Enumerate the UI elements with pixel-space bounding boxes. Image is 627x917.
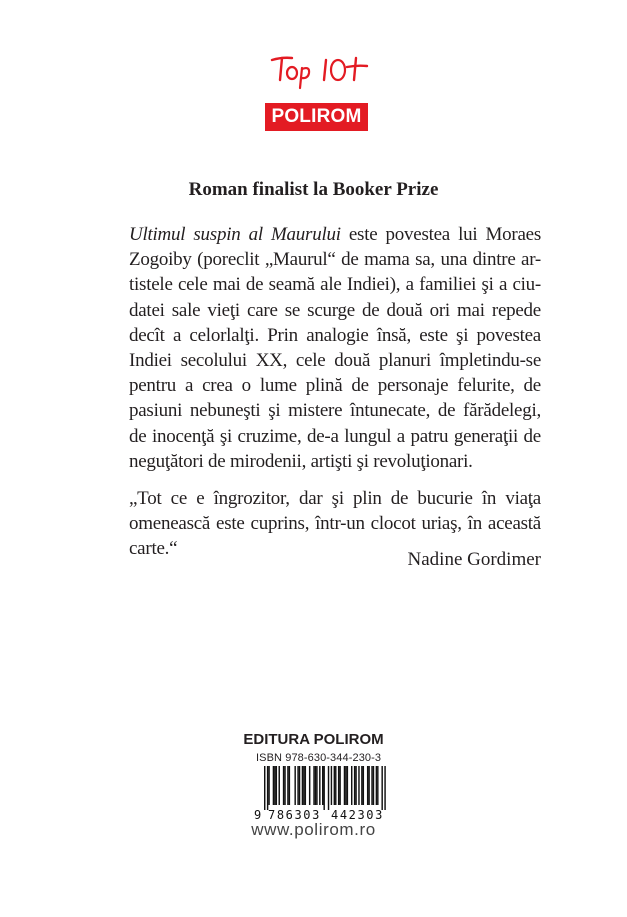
barcode-bar: [347, 766, 348, 805]
barcode-bar: [264, 766, 265, 810]
barcode-bar: [289, 766, 290, 805]
barcode-bar: [371, 766, 372, 805]
blurb-line: de inocenţă şi cruzime, de-a lungul a patru generaţii de: [129, 425, 541, 447]
quote-line: carte.“: [129, 538, 178, 560]
barcode-bar: [299, 766, 300, 805]
barcode-bar: [303, 766, 304, 805]
barcode-digits: 442303: [331, 808, 384, 822]
barcode-bar: [367, 766, 368, 805]
blurb-text: este povestea lui Moraes: [340, 224, 541, 245]
barcode-bar: [276, 766, 277, 805]
barcode-bar: [354, 766, 355, 805]
isbn-barcode: [252, 752, 398, 822]
barcode-bar: [381, 766, 382, 810]
barcode-bar: [328, 766, 329, 810]
barcode-bar: [316, 766, 317, 805]
barcode-bar: [283, 766, 284, 805]
publisher-badge: POLIROM: [265, 103, 368, 131]
barcode-bar: [294, 766, 295, 805]
barcode-bar: [363, 766, 364, 805]
barcode-bar: [302, 766, 303, 805]
book-blurb: [129, 222, 541, 474]
barcode-bar: [384, 766, 385, 810]
blurb-line: datei sale vieţi care se scurge de două ori mai repede: [129, 299, 541, 321]
blurb-line: [129, 222, 541, 247]
barcode-bar: [313, 766, 314, 805]
barcode-bar: [315, 766, 316, 805]
series-logo: [268, 52, 378, 92]
barcode-bar: [323, 766, 324, 810]
barcode-bar: [284, 766, 285, 805]
barcode-bar: [267, 766, 268, 810]
quote-line: omenească este cuprins, într-un clocot uriaş, în această: [129, 513, 541, 535]
barcode-bar: [331, 766, 332, 805]
barcode-bar: [377, 766, 378, 805]
barcode-bar: [335, 766, 336, 805]
barcode-bar: [344, 766, 345, 805]
barcode-bar: [358, 766, 359, 805]
barcode-digits: 786303: [268, 808, 321, 822]
barcode-digits: 9: [254, 808, 263, 822]
barcode-bar: [309, 766, 310, 805]
barcode-bar: [287, 766, 288, 805]
blurb-line: tistele cele mai de seamă ale Indiei), a familiei şi a ciu-: [129, 274, 541, 296]
barcode-bar: [268, 766, 269, 805]
barcode-bar: [319, 766, 320, 805]
barcode-bar: [297, 766, 298, 805]
barcode-bar: [273, 766, 274, 805]
barcode-bar: [279, 766, 280, 805]
publisher-website: www.polirom.ro: [251, 820, 376, 839]
blurb-line: neguţători de mirodenii, artişti şi revoluţionari.: [129, 450, 473, 472]
barcode-bar: [339, 766, 340, 805]
blurb-line: pasiuni nebuneşti şi mistere întunecate, de fărădelegi,: [129, 400, 541, 422]
barcode-bar: [351, 766, 352, 805]
publisher-name: EDITURA POLIROM: [243, 731, 384, 748]
quote-author: Nadine Gordimer: [407, 549, 541, 570]
quote-line: „Tot ce e îngrozitor, dar şi plin de bucurie în viaţa: [129, 488, 541, 509]
barcode-bar: [376, 766, 377, 805]
barcode-bar: [345, 766, 346, 805]
headline: Roman finalist la Booker Prize: [188, 179, 439, 200]
blurb-line: Zogoiby (poreclit „Maurul“ de mama sa, una dintre ar-: [129, 249, 541, 271]
blurb-line: Indiei secolului XX, cele două planuri împletindu-se: [129, 350, 541, 372]
blurb-line: pentru a crea o lume plină de personaje felurite, de: [129, 375, 541, 397]
barcode-bar: [334, 766, 335, 805]
barcode-bar: [373, 766, 374, 805]
barcode-bar: [355, 766, 356, 805]
series-logo-svg: [268, 52, 378, 92]
isbn-label: ISBN 978-630-344-230-3: [256, 752, 382, 764]
barcode-bar: [305, 766, 306, 805]
barcode-bar: [368, 766, 369, 805]
barcode-bar: [361, 766, 362, 805]
barcode-graphic: [252, 766, 398, 822]
barcode-bar: [274, 766, 275, 805]
blurb-line: decît a celorlalţi. Prin analogie însă, este şi povestea: [129, 324, 541, 346]
barcode-bar: [338, 766, 339, 805]
book-title: Ultimul suspin al Maurului: [129, 224, 341, 245]
barcode-bar: [322, 766, 323, 805]
